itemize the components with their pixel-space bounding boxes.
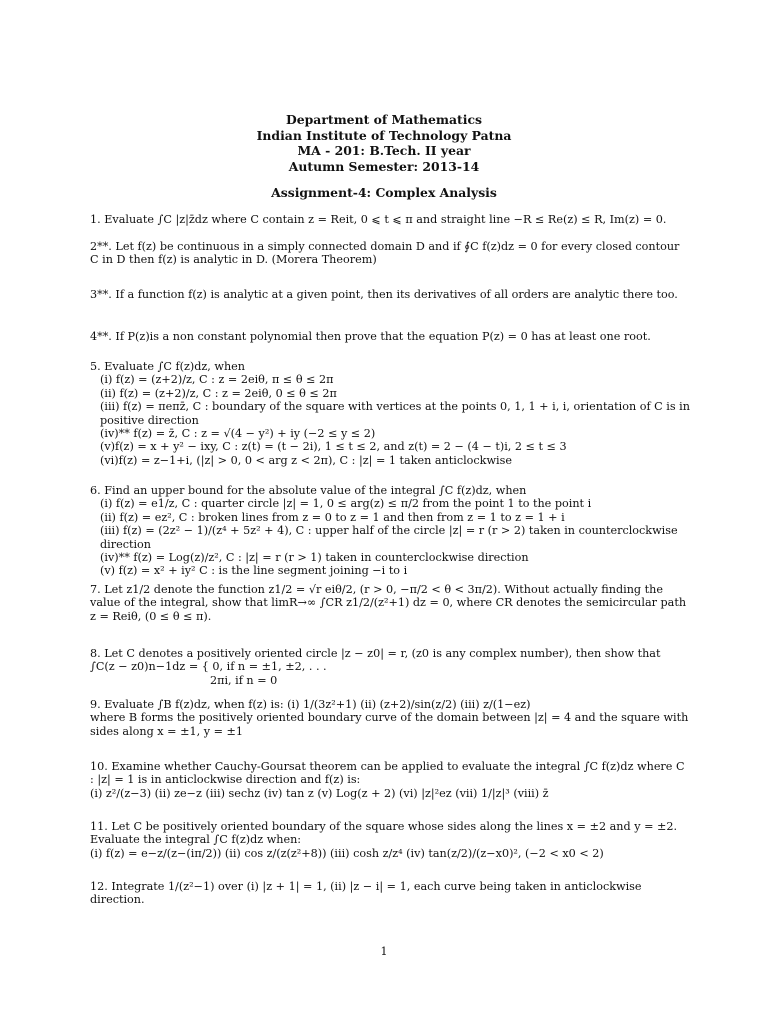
question-part: (ii) f(z) = (z+2)/z, C : z = 2eiθ, 0 ≤ θ ≤ 2π [100,386,337,400]
question-5 [90,360,690,467]
question-part: (v)f(z) = x + y² − ixy, C : z(t) = (t − 2i), 1 ≤ t ≤ 2, and z(t) = 2 − (4 − t)i, 2 ≤ t ≤ 3 [100,440,567,454]
question-11 [90,820,690,860]
question-part: (i) f(z) = e1/z, C : quarter circle |z| = 1, 0 ≤ arg(z) ≤ π/2 from the point 1 to the point i [100,497,592,511]
question-stem: 11. Let C be positively oriented boundary of the square whose sides along the lines x = ±2 and y = ±2. Evaluate the integral ∫C f(z)dz when: [90,820,678,847]
question-stem: 8. Let C denotes a positively oriented circle |z − z0| = r, (z0 is any complex number), then show that [90,647,661,660]
institute-line: Indian Institute of Technology Patna [256,127,512,143]
semester-line: Autumn Semester: 2013-14 [288,158,480,174]
question-part: (v) f(z) = x² + iy² C : is the line segment joining −i to i [100,564,408,578]
question-formula-case-1: ∫C(z − z0)n−1dz = { 0, if n = ±1, ±2, . . . [90,660,327,674]
question-part: (iii) f(z) = πeπz̄, C : boundary of the square with vertices at the points 0, 1, 1 + i, i, orientation of C is in positive direction [100,400,690,427]
question-8 [90,647,690,687]
question-parts: (i) f(z) = e−z/(z−(iπ/2)) (ii) cos z/(z(z²+8)) (iii) cosh z/z⁴ (iv) tan(z/2)/(z−x0)², (−2 < x0 < 2) [90,846,604,860]
question-text: 4**. If P(z)is a non constant polynomial then prove that the equation P(z) = 0 has at least one root. [90,330,651,343]
question-7 [90,583,690,623]
question-9 [90,698,690,738]
question-text: 7. Let z1/2 denote the function z1/2 = √r eiθ/2, (r > 0, −π/2 < θ < 3π/2). Without actually finding the value of the integral, show that limR→∞ ∫CR z1/2/(z²+1) dz = 0, where CR denotes the semicircular path z = Reiθ, (0 ≤ θ ≤ π). [90,583,687,623]
question-stem: 10. Examine whether Cauchy-Goursat theorem can be applied to evaluate the integral ∫C f(z)dz where C : |z| = 1 is in anticlockwise direction and f(z) is: [90,760,685,787]
question-4 [90,330,690,343]
question-part: (i) f(z) = (z+2)/z, C : z = 2eiθ, π ≤ θ ≤ 2π [100,373,334,387]
question-10 [90,760,690,800]
question-part: (iv)** f(z) = Log(z)/z², C : |z| = r (r > 1) taken in counterclockwise direction [100,551,529,565]
department-line: Department of Mathematics [286,112,482,127]
question-part: (ii) f(z) = ez², C : broken lines from z = 0 to z = 1 and then from z = 1 to z = 1 + i [100,510,565,524]
question-stem: 9. Evaluate ∫B f(z)dz, when f(z) is: (i) 1/(3z²+1) (ii) (z+2)/sin(z/2) (iii) z/(1−ez) [90,698,531,711]
question-part: (iii) f(z) = (2z² − 1)/(z⁴ + 5z² + 4), C : upper half of the circle |z| = r (r > 2) taken in counterclockwise direction [100,524,678,551]
question-parts: (i) z²/(z−3) (ii) ze−z (iii) sechz (iv) tan z (v) Log(z + 2) (vi) |z|²ez (vii) 1/|z|³ (viii) z̄ [90,786,549,800]
assignment-title: Assignment-4: Complex Analysis [271,185,497,200]
question-text: 2**. Let f(z) be continuous in a simply connected domain D and if ∮C f(z)dz = 0 for every closed contour C in D then f(z) is analytic in D. (Morera Theorem) [90,240,680,267]
question-part: (vi)f(z) = z−1+i, (|z| > 0, 0 < arg z < 2π), C : |z| = 1 taken anticlockwise [100,453,512,467]
question-1 [90,213,690,226]
page-number: 1 [380,945,388,958]
course-line: MA - 201: B.Tech. II year [297,143,471,158]
question-stem: 6. Find an upper bound for the absolute value of the integral ∫C f(z)dz, when [90,484,527,497]
question-text: 12. Integrate 1/(z²−1) over (i) |z + 1| = 1, (ii) |z − i| = 1, each curve being taken in anticlockwise direction. [90,880,642,907]
question-part: (iv)** f(z) = z̄, C : z = √(4 − y²) + iy (−2 ≤ y ≤ 2) [100,427,376,441]
question-12 [90,880,690,907]
document-header [0,112,768,174]
question-6 [90,484,690,578]
question-text: where B forms the positively oriented boundary curve of the domain between |z| = 4 and the square with sides along x = ±1, y = ±1 [90,711,689,738]
question-text: 1. Evaluate ∫C |z|z̄dz where C contain z = Reit, 0 ⩽ t ⩽ π and straight line −R ≤ Re(z) ≤ R, Im(z) = 0. [90,213,667,226]
question-3 [90,288,690,301]
question-stem: 5. Evaluate ∫C f(z)dz, when [90,360,245,373]
question-text: 3**. If a function f(z) is analytic at a given point, then its derivatives of all orders are analytic there too. [90,288,678,301]
question-formula-case-2: 2πi, if n = 0 [210,673,278,687]
question-2 [90,240,690,267]
